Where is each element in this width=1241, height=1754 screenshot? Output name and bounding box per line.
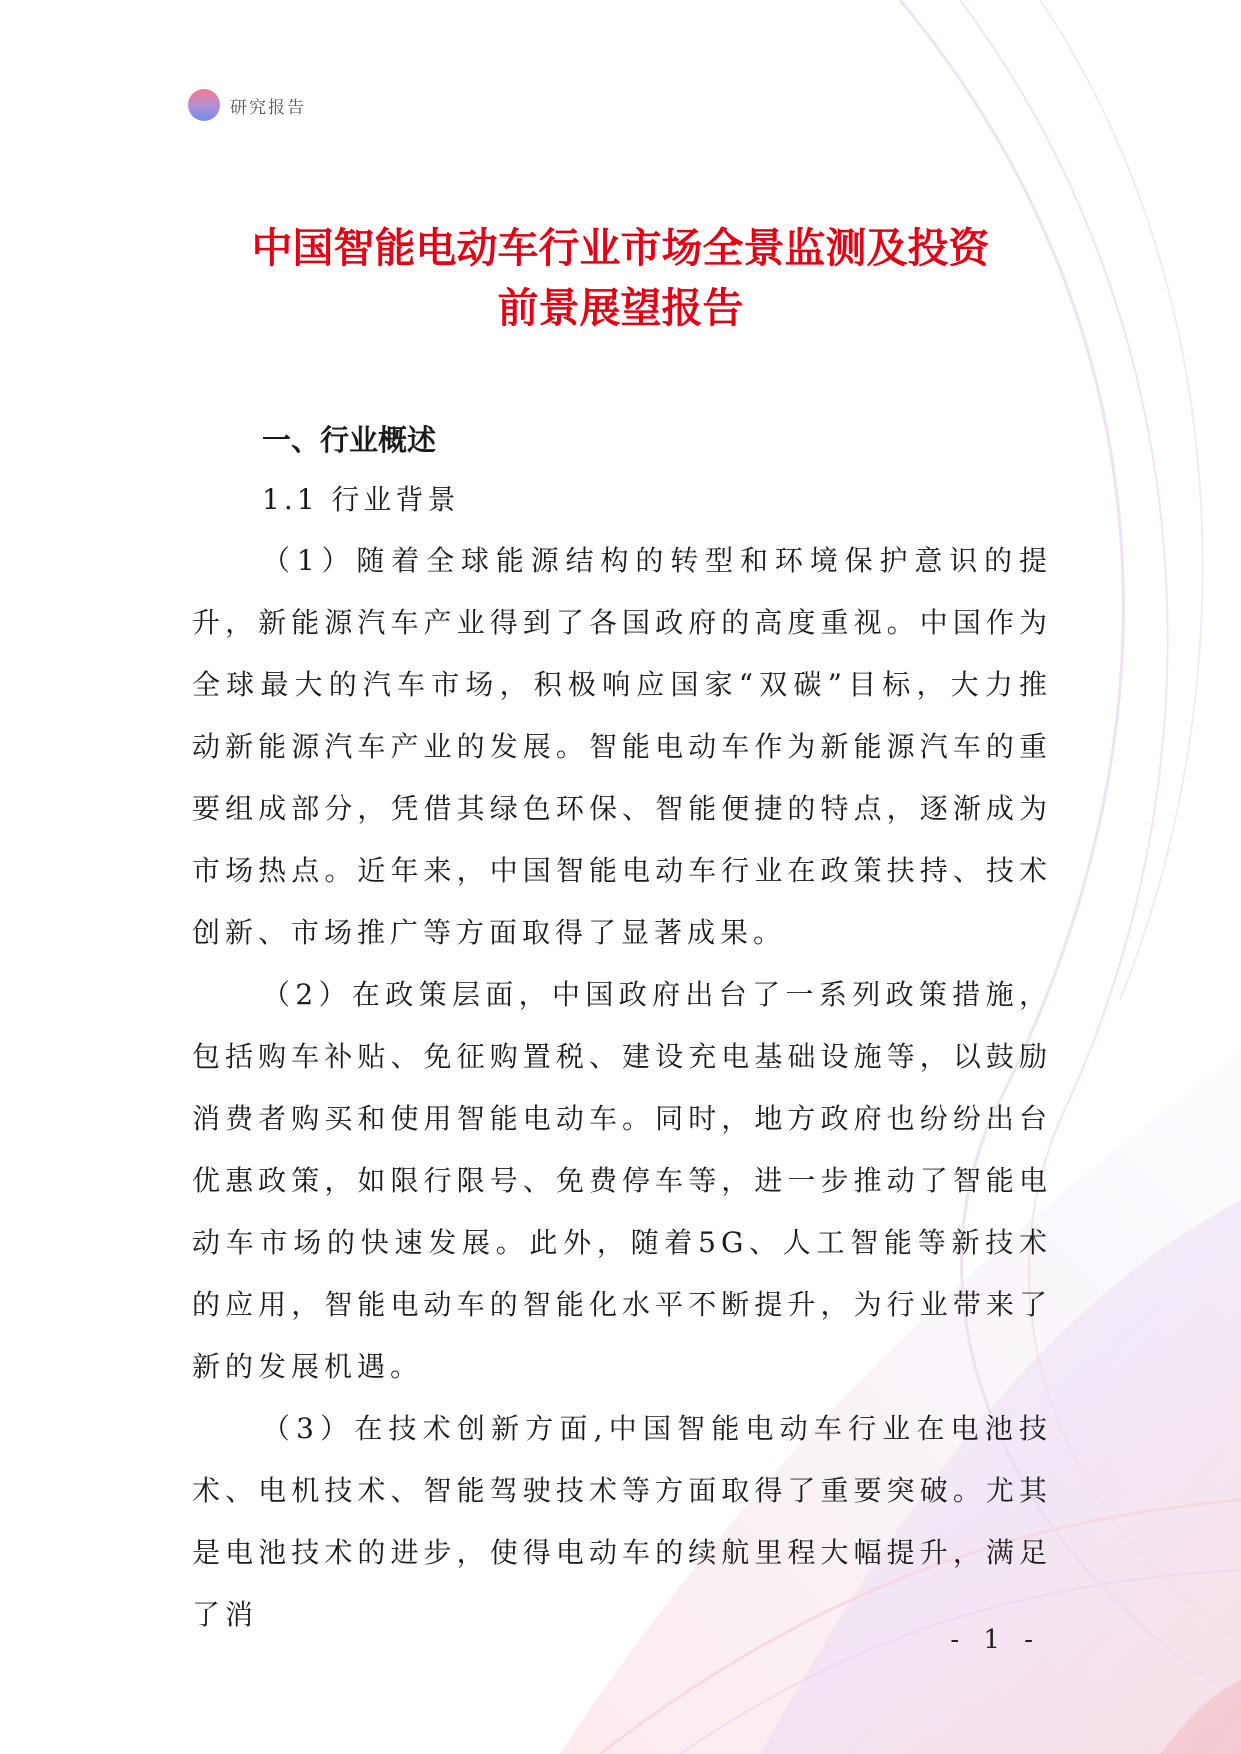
paragraph-1: （1）随着全球能源结构的转型和环境保护意识的提升，新能源汽车产业得到了各国政府的高度重视。中国作为全球最大的汽车市场，积极响应国家“双碳”目标，大力推动新能源汽车产业的发展。智能电动车作为新能源汽车的重要组成部分，凭借其绿色环保、智能便捷的特点，逐渐成为市场热点。近年来，中国智能电动车行业在政策扶持、技术创新、市场推广等方面取得了显著成果。: [192, 544, 1052, 949]
document-body: [192, 410, 1052, 1646]
subsection-heading: 1.1 行业背景: [262, 483, 460, 516]
logo-icon: [188, 89, 220, 121]
section-heading: 一、行业概述: [262, 423, 437, 457]
title-line-1: 中国智能电动车行业市场全景监测及投资: [251, 224, 990, 272]
title-line-2: 前景展望报告: [497, 284, 744, 332]
page-number: - 1 -: [950, 1625, 1041, 1655]
paragraph-3: （3）在技术创新方面,中国智能电动车行业在电池技术、电机技术、智能驾驶技术等方面取得了重要突破。尤其是电池技术的进步，使得电动车的续航里程大幅提升，满足了消: [192, 1412, 1052, 1631]
report-header: [188, 88, 306, 122]
paragraph-2: （2）在政策层面，中国政府出台了一系列政策措施，包括购车补贴、免征购置税、建设充电基础设施等，以鼓励消费者购买和使用智能电动车。同时，地方政府也纷纷出台优惠政策，如限行限号、免费停车等，进一步推动了智能电动车市场的快速发展。此外，随着5G、人工智能等新技术的应用，智能电动车的智能化水平不断提升，为行业带来了新的发展机遇。: [192, 978, 1052, 1383]
header-label: 研究报告: [230, 97, 306, 118]
document-title: [120, 218, 1121, 338]
